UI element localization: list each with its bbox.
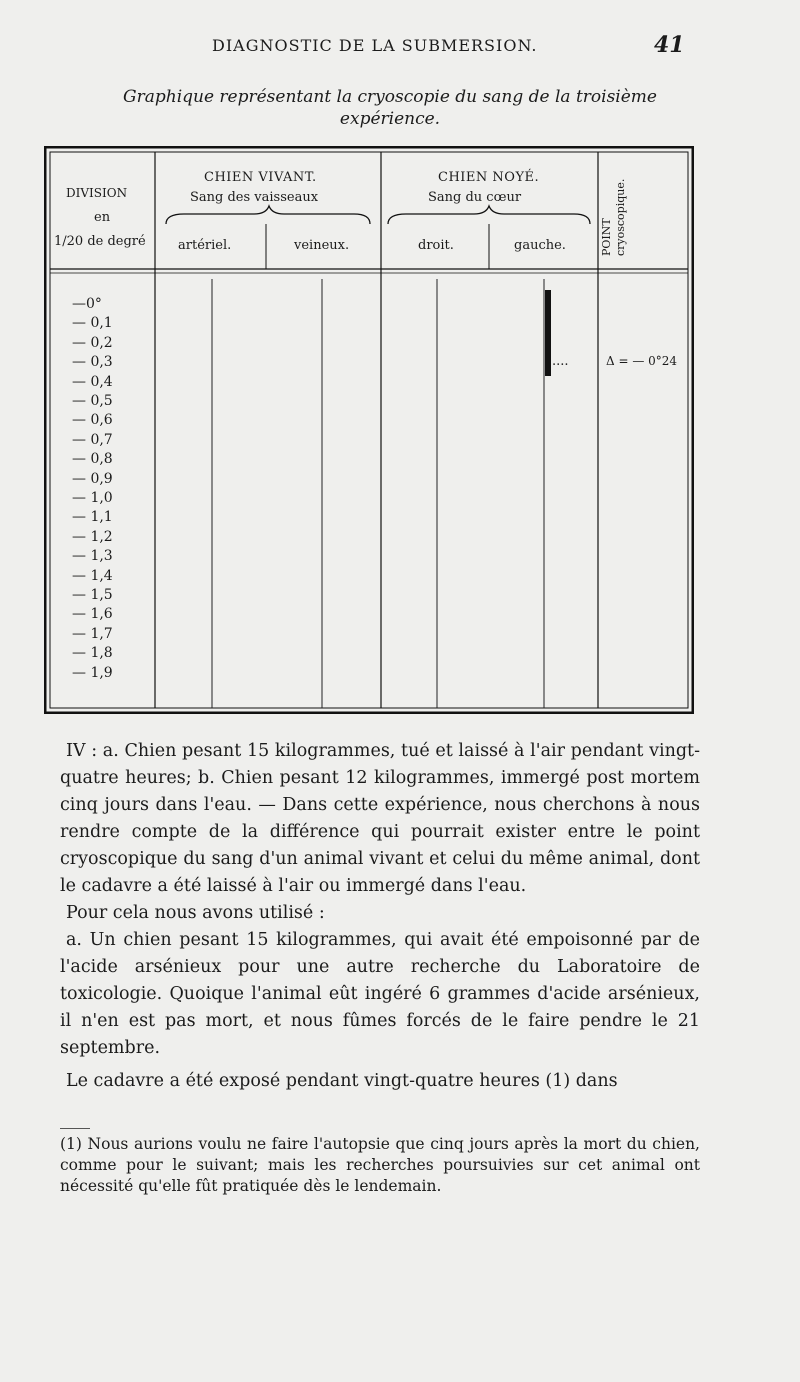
division-tick: — 0,4 [72,373,113,390]
division-tick: — 0,6 [72,412,113,429]
division-tick: — 1,9 [72,664,113,681]
division-tick: — 1,0 [72,490,113,506]
running-title: DIAGNOSTIC DE LA SUBMERSION. [212,36,538,55]
body-text [60,738,700,1095]
figure-caption [60,86,720,130]
division-tick: —0° [72,296,102,312]
col-arteriel: artériel. [178,238,232,253]
division-label-3: 1/20 de degré [54,234,146,249]
table-frame [44,146,694,714]
division-tick: — 0,3 [72,354,113,371]
division-label-1: DIVISION [66,186,128,200]
chien-vivant-subtitle: Sang des vaisseaux [190,190,319,205]
running-header [0,32,800,60]
division-tick: — 1,2 [72,528,113,545]
col-droit: droit. [418,238,454,253]
chien-noye-title: CHIEN NOYÉ. [438,170,540,185]
bar-gauche [545,290,551,376]
paragraph-4: Le cadavre a été exposé pendant vingt-quatre heures (1) dans [66,1071,618,1091]
division-tick: — 0,7 [72,431,113,448]
point-label-1: POINT [600,218,613,256]
division-tick: — 0,1 [72,315,113,332]
cryoscopy-table [44,146,694,714]
delta-annotation: Δ = — 0°24 [606,354,678,368]
division-tick: — 0,5 [72,393,113,409]
caption-line-1: Graphique représentant la cryoscopie du sang de la troisième [123,87,657,107]
division-tick: — 0,2 [72,334,113,351]
footnote: (1) Nous aurions voulu ne faire l'autopsie que cinq jours après la mort du chien, comme pour le suivant; mais les recherches poursuivies sur cet animal ont nécessité qu'elle fût pratiquée dès le lendemain. [60,1135,700,1195]
division-tick: — 0,8 [72,451,113,468]
col-gauche: gauche. [514,238,566,253]
division-label-2: en [94,210,111,225]
footnote-rule [60,1128,90,1129]
dots-leader: .... [552,354,569,369]
col-veineux: veineux. [294,238,350,253]
point-label-2: cryoscopique. [614,178,627,256]
paragraph-3: a. Un chien pesant 15 kilogrammes, qui avait été empoisonné par de l'acide arsénieux pour une autre recherche du Laboratoire de toxicologie. Quoique l'animal eût ingéré 6 grammes d'acide arsénieux, il n'en est pas mort, et nous fûmes forcés de le faire pendre le 21 septembre. [60,930,700,1058]
page-number: 41 [654,32,685,58]
division-tick: — 1,4 [72,567,113,584]
division-tick: — 1,8 [72,645,113,662]
chien-vivant-title: CHIEN VIVANT. [204,170,317,185]
caption-line-2: expérience. [339,109,441,129]
chien-noye-subtitle: Sang du cœur [428,190,522,205]
division-tick: — 1,5 [72,587,113,603]
paragraph-2: Pour cela nous avons utilisé : [66,903,325,923]
division-tick: — 1,1 [72,509,113,526]
point-cryoscopique-label [600,179,628,256]
division-tick: — 1,3 [72,548,113,565]
paragraph-1: IV : a. Chien pesant 15 kilogrammes, tué et laissé à l'air pendant vingt-quatre heures; b. Chien pesant 12 kilogrammes, immergé post mortem cinq jours dans l'eau. — Dans cette expérience, nous cherchons à nous rendre compte de la différence qui pourrait exister entre le point cryoscopique du sang d'un animal vivant et celui du même animal, dont le cadavre a été laissé à l'air ou immergé dans l'eau. [60,741,700,896]
division-tick: — 1,7 [72,625,113,642]
division-tick: — 1,6 [72,606,113,623]
division-tick: — 0,9 [72,470,113,487]
